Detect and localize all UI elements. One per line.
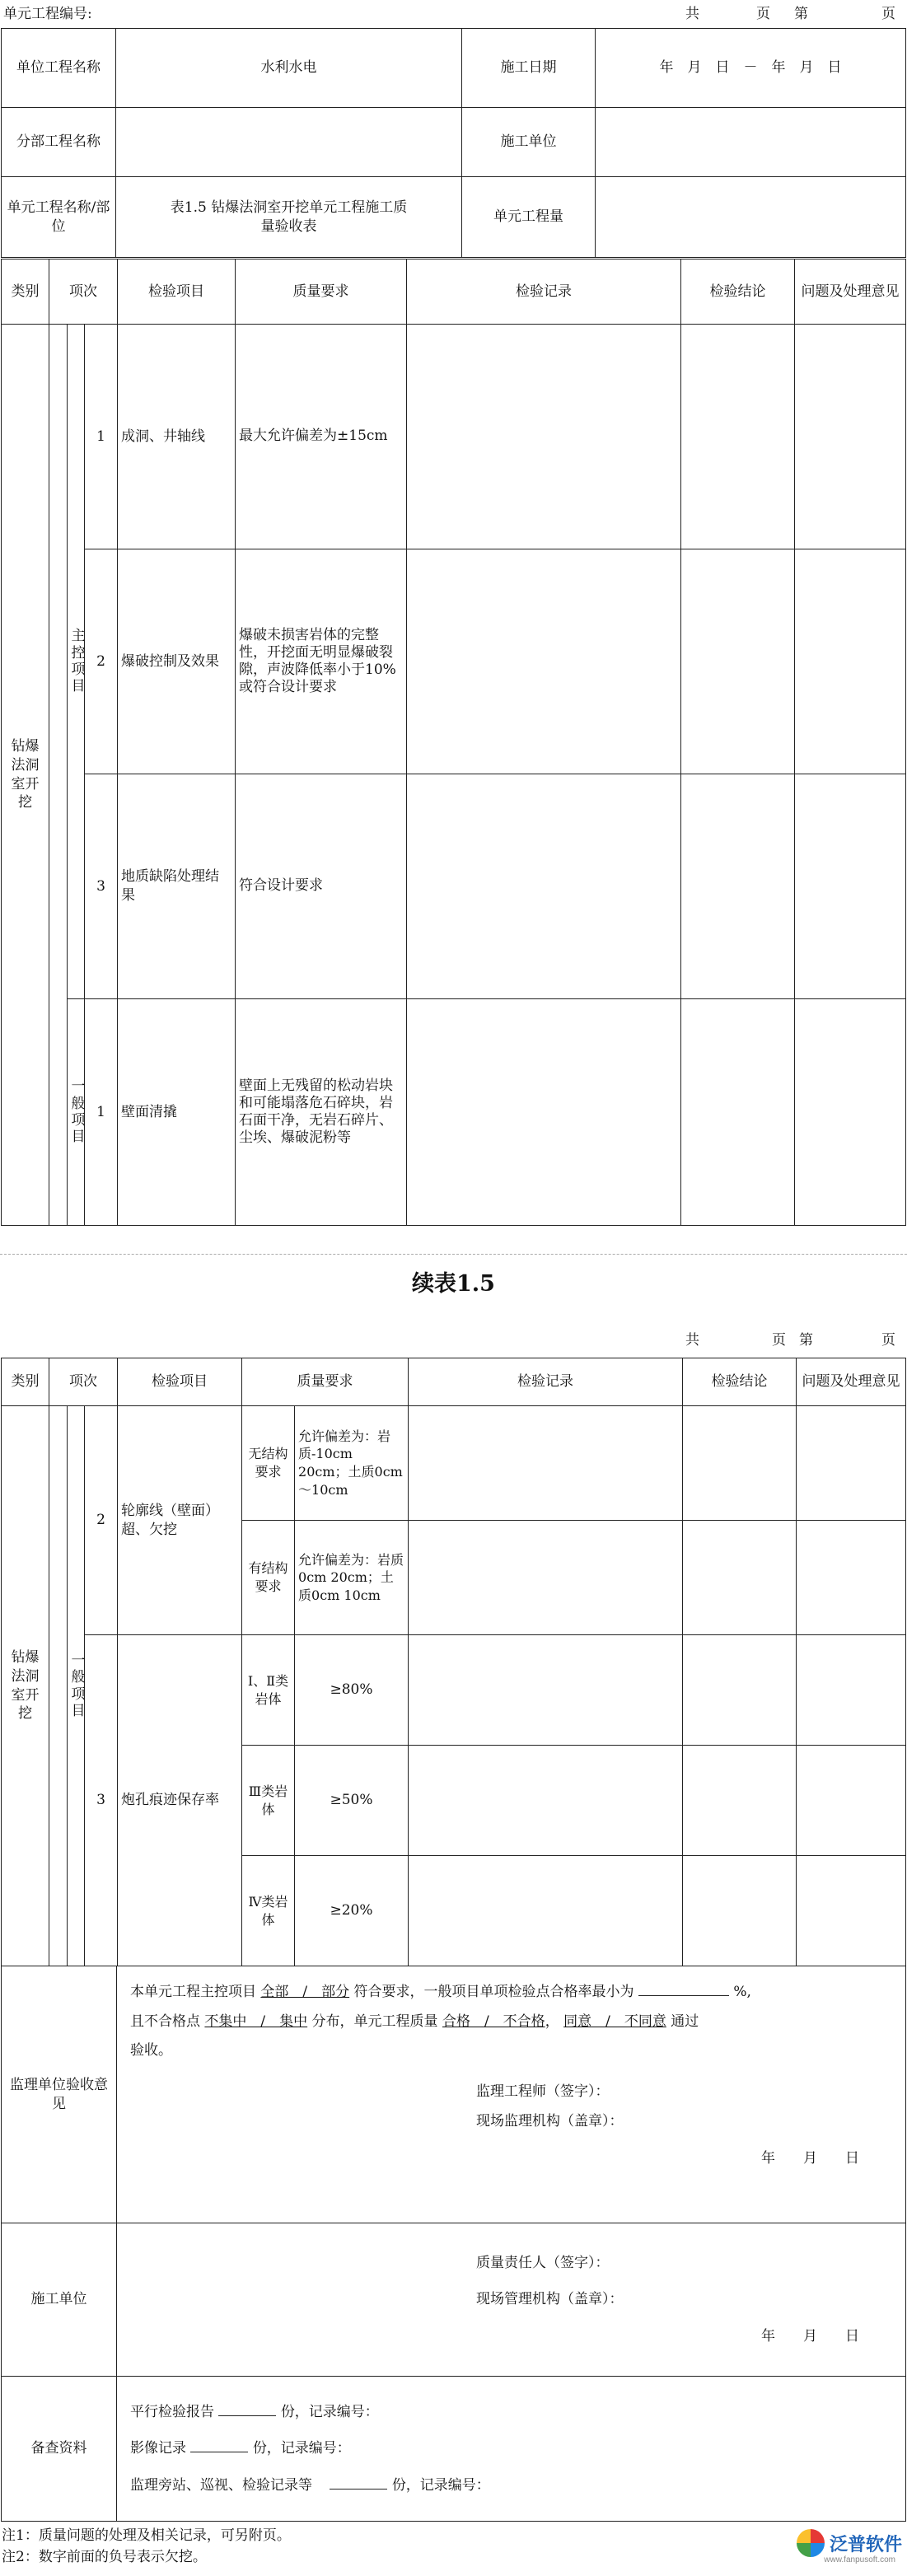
inspection-table-2 — [1, 1358, 906, 1966]
supervision-label: 监理单位验收意见 — [2, 1966, 117, 2223]
row-opinion — [795, 999, 906, 1226]
col-item-no: 项次 — [49, 1358, 118, 1406]
sub-requirement: ≥50% — [295, 1746, 409, 1856]
row-requirement: 爆破未损害岩体的完整性，开挖面无明显爆破裂隙，声波降低率小于10%或符合设计要求 — [236, 549, 407, 774]
col-record: 检验记录 — [409, 1358, 683, 1406]
page-no-label: 第 — [794, 6, 808, 22]
row-requirement: 符合设计要求 — [236, 774, 407, 999]
col-requirement: 质量要求 — [236, 259, 407, 325]
row-opinion — [795, 774, 906, 999]
page2-total-label: 共 — [685, 1332, 699, 1349]
backup-blank — [218, 2415, 276, 2416]
continued-title: 续表1.5 — [412, 1271, 495, 1297]
construction-seal: 现场管理机构（盖章）： — [476, 2291, 624, 2308]
supervision-option-distribution: 不集中 / 集中 — [204, 2013, 308, 2030]
contractor-label: 施工单位 — [462, 108, 596, 177]
backup-blank — [330, 2489, 387, 2490]
note-2: 注2：数字前面的负号表示欠挖。 — [2, 2548, 207, 2565]
row-no: 2 — [85, 1406, 118, 1635]
row-conclusion — [683, 1521, 797, 1635]
row-conclusion — [683, 1746, 797, 1856]
backup-text: 份，记录编号： — [252, 2440, 351, 2457]
row-record — [407, 325, 681, 549]
row-conclusion — [681, 999, 795, 1226]
row-opinion — [797, 1521, 906, 1635]
row-no: 2 — [85, 549, 118, 774]
category-cell: 钻爆法洞室开挖 — [2, 325, 49, 1226]
row-record — [409, 1521, 683, 1635]
col-record: 检验记录 — [407, 259, 681, 325]
element-label: 单元工程名称/部位 — [2, 177, 116, 258]
supervisor-sign: 监理工程师（签字）： — [476, 2083, 610, 2101]
percent-text: %, — [733, 1984, 751, 2000]
backup-text: 影像记录 — [130, 2440, 186, 2457]
row-conclusion — [681, 774, 795, 999]
watermark-logo — [797, 2529, 902, 2557]
row-record — [409, 1856, 683, 1966]
row-opinion — [797, 1635, 906, 1746]
category-spacer — [49, 325, 68, 1226]
backup-body — [117, 2377, 906, 2522]
page-separator — [0, 1254, 907, 1255]
backup-text: 监理旁站、巡视、检验记录等 — [130, 2476, 312, 2494]
general-group: 一般项目 — [68, 1406, 85, 1966]
supervision-option-agree: 同意 / 不同意 — [563, 2013, 666, 2030]
supervision-option-scope: 全部 / 部分 — [260, 1984, 350, 2000]
row-conclusion — [683, 1406, 797, 1521]
unit-project-label: 单位工程名称 — [2, 29, 116, 108]
pass-rate-blank — [638, 1995, 729, 1996]
row-item: 成洞、井轴线 — [118, 325, 236, 549]
date-label: 施工日期 — [462, 29, 596, 108]
sub-requirement: 允许偏差为：岩质-10cm 20cm；土质0cm～10cm — [295, 1406, 409, 1521]
row-conclusion — [681, 325, 795, 549]
sub-project-value — [116, 108, 462, 177]
row-item: 壁面清撬 — [118, 999, 236, 1226]
col-opinion: 问题及处理意见 — [795, 259, 906, 325]
row-no: 1 — [85, 325, 118, 549]
row-opinion — [795, 325, 906, 549]
row-record — [409, 1635, 683, 1746]
page2-unit2-label: 页 — [881, 1332, 895, 1349]
row-opinion — [797, 1406, 906, 1521]
supervision-seal: 现场监理机构（盖章）： — [476, 2112, 624, 2130]
col-conclusion: 检验结论 — [683, 1358, 797, 1406]
row-no: 3 — [85, 774, 118, 999]
col-check-item: 检验项目 — [118, 1358, 242, 1406]
page-unit2-label: 页 — [881, 6, 895, 22]
supervision-text: 通过 — [671, 2013, 699, 2030]
row-conclusion — [681, 549, 795, 774]
supervision-option-quality: 合格 / 不合格 — [442, 2013, 545, 2030]
row-no: 3 — [85, 1635, 118, 1966]
sub-label: 有结构要求 — [242, 1521, 295, 1635]
notes — [2, 2526, 291, 2568]
unit-code-label: 单元工程编号: — [3, 6, 92, 22]
row-item: 轮廓线（壁面）超、欠挖 — [118, 1406, 242, 1635]
category-cell: 钻爆法洞室开挖 — [2, 1406, 49, 1966]
supervision-text: 本单元工程主控项目 — [130, 1984, 256, 2000]
quantity-label: 单元工程量 — [462, 177, 596, 258]
backup-text: 份，记录编号： — [280, 2404, 379, 2421]
row-conclusion — [683, 1635, 797, 1746]
supervision-text: 符合要求，一般项目单项检验点合格率最小为 — [353, 1984, 634, 2000]
sub-requirement: ≥80% — [295, 1635, 409, 1746]
backup-text: 平行检验报告 — [130, 2404, 214, 2421]
col-item-no: 项次 — [49, 259, 118, 325]
quantity-value — [596, 177, 906, 258]
supervision-text: 验收。 — [130, 2042, 172, 2059]
logo-text: 泛普软件 — [829, 2533, 902, 2555]
construction-label: 施工单位 — [2, 2223, 117, 2377]
col-requirement: 质量要求 — [242, 1358, 409, 1406]
main-group: 主控项目 — [68, 325, 85, 999]
col-category: 类别 — [2, 259, 49, 325]
supervision-text: 且不合格点 — [130, 2013, 200, 2030]
construction-body — [117, 2223, 906, 2377]
signoff-table — [1, 1966, 906, 2522]
row-requirement: 最大允许偏差为±15cm — [236, 325, 407, 549]
row-no: 1 — [85, 999, 118, 1226]
page2-unit-label: 页 — [772, 1332, 786, 1349]
supervision-text: 分布，单元工程质量 — [311, 2013, 438, 2030]
sub-label: 无结构要求 — [242, 1406, 295, 1521]
page-unit-label: 页 — [756, 6, 770, 22]
row-opinion — [797, 1746, 906, 1856]
row-item: 地质缺陷处理结果 — [118, 774, 236, 999]
row-record — [407, 549, 681, 774]
sub-label: Ⅰ、Ⅱ类岩体 — [242, 1635, 295, 1746]
col-category: 类别 — [2, 1358, 49, 1406]
construction-date: 年 月 日 — [761, 2327, 859, 2345]
logo-url: www.fanpusoft.com — [824, 2555, 895, 2564]
sub-label: Ⅲ类岩体 — [242, 1746, 295, 1856]
row-record — [407, 774, 681, 999]
backup-label: 备查资料 — [2, 2377, 117, 2522]
inspection-table-1 — [1, 259, 906, 1226]
row-record — [409, 1746, 683, 1856]
supervision-body: 本单元工程主控项目 全部 / 部分 符合要求，一般项目单项检验点合格率最小为 %, 且不合格点 不集中 / 集中 分布，单元工程质量 合格 / 不合格， 同意 / 不同意 通过 验收。 监理工程师（签字）： 现场监理机构（盖章）： 年 月 日 — [117, 1966, 906, 2223]
element-value: 表1.5 钻爆法洞室开挖单元工程施工质量验收表 — [116, 177, 462, 258]
contractor-value — [596, 108, 906, 177]
date-value: 年 月 日 － 年 月 日 — [596, 29, 906, 108]
construction-sign: 质量责任人（签字）： — [476, 2255, 610, 2272]
row-record — [407, 999, 681, 1226]
category-spacer — [49, 1406, 68, 1966]
note-1: 注1：质量问题的处理及相关记录，可另附页。 — [2, 2527, 291, 2544]
sub-requirement: 允许偏差为：岩质0cm 20cm；土质0cm 10cm — [295, 1521, 409, 1635]
general-group: 一般项目 — [68, 999, 85, 1226]
unit-project-value: 水利水电 — [116, 29, 462, 108]
page2-no-label: 第 — [799, 1332, 813, 1349]
row-record — [409, 1406, 683, 1521]
row-item: 爆破控制及效果 — [118, 549, 236, 774]
row-item: 炮孔痕迹保存率 — [118, 1635, 242, 1966]
supervision-date: 年 月 日 — [761, 2150, 859, 2167]
row-requirement: 壁面上无残留的松动岩块和可能塌落危石碎块，岩石面干净，无岩石碎片、尘埃、爆破泥粉等 — [236, 999, 407, 1226]
sub-requirement: ≥20% — [295, 1856, 409, 1966]
col-check-item: 检验项目 — [118, 259, 236, 325]
row-conclusion — [683, 1856, 797, 1966]
info-table — [1, 28, 906, 258]
col-conclusion: 检验结论 — [681, 259, 795, 325]
sub-project-label: 分部工程名称 — [2, 108, 116, 177]
col-opinion: 问题及处理意见 — [797, 1358, 906, 1406]
sub-label: Ⅳ类岩体 — [242, 1856, 295, 1966]
backup-text: 份，记录编号： — [391, 2476, 490, 2494]
row-opinion — [795, 549, 906, 774]
page-total-label: 共 — [685, 6, 699, 22]
row-opinion — [797, 1856, 906, 1966]
logo-icon — [797, 2529, 825, 2557]
